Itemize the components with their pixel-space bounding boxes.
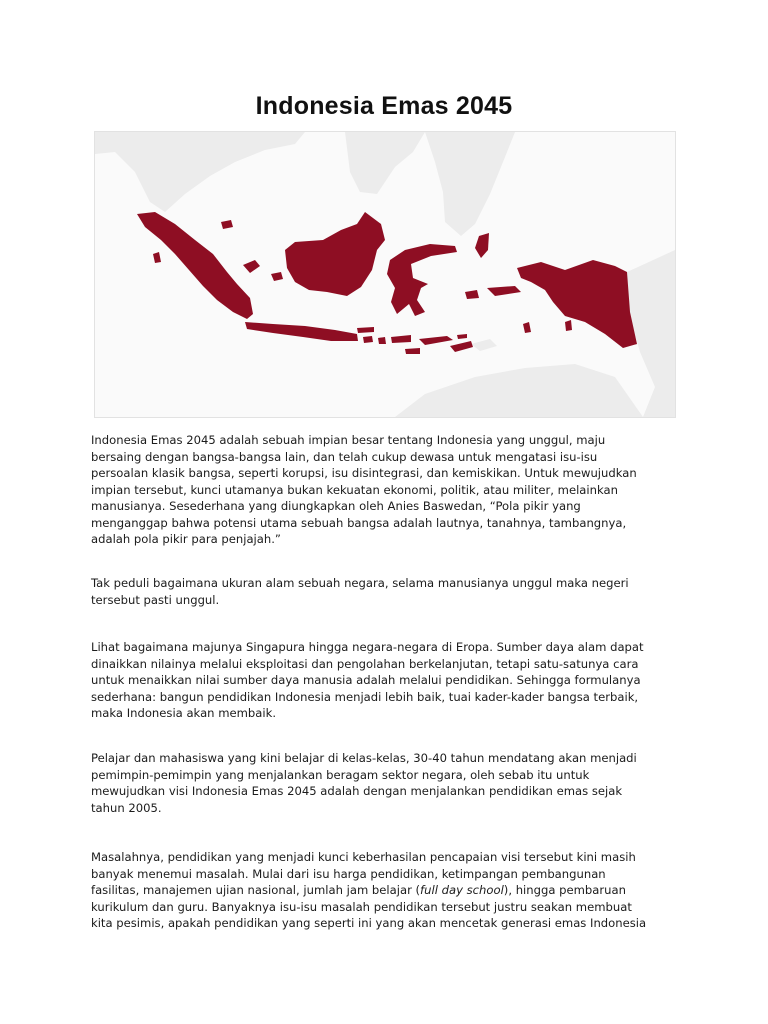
text-line: Masalahnya, pendidikan yang menjadi kunci keberhasilan pencapaian visi tersebut kini masih: [91, 850, 636, 864]
text-line: Indonesia Emas 2045 adalah sebuah impian besar tentang Indonesia yang unggul, maju: [91, 433, 606, 447]
text-line: kita pesimis, apakah pendidikan yang seperti ini yang akan mencetak generasi emas Indonesia: [91, 916, 647, 930]
text-line: untuk menaikkan nilai sumber daya manusia adalah melalui pendidikan. Sehingga formulanya: [91, 673, 641, 687]
text-line-with-italic: [91, 882, 681, 899]
paragraph-nature: [91, 575, 681, 608]
lombok: [378, 337, 386, 344]
text-line: persoalan klasik bangsa, seperti korupsi, isu disintegrasi, dan kemiskikan. Untuk mewujudkan: [91, 466, 637, 480]
text-line: bersaing dengan bangsa-bangsa lain, dan telah cukup dewasa untuk mengatasi isu-isu: [91, 449, 598, 464]
text-line: Tak peduli bagaimana ukuran alam sebuah negara, selama manusianya unggul maka negeri: [91, 576, 629, 590]
paragraph-singapore: [91, 639, 681, 722]
text-line: Pelajar dan mahasiswa yang kini belajar di kelas-kelas, 30-40 tahun mendatang akan menjadi: [91, 751, 637, 765]
sumba: [405, 348, 420, 354]
italic-term: full day school: [420, 883, 504, 897]
paragraph-students: [91, 750, 681, 816]
text-segment: fasilitas, manajemen ujian nasional, jumlah jam belajar (: [91, 883, 421, 897]
text-line: menganggap bahwa potensi utama sebuah bangsa adalah lautnya, tanahnya, tambangnya,: [91, 515, 627, 530]
text-line: tahun 2005.: [91, 800, 162, 815]
text-line: adalah pola pikir para penjajah.”: [91, 532, 281, 546]
text-segment: ), hingga pembaruan: [503, 883, 626, 897]
text-line: maka Indonesia akan membaik.: [91, 706, 277, 720]
paragraph-intro: [91, 432, 681, 548]
text-line: impian tersebut, kunci utamanya bukan kekuatan ekonomi, politik, atau militer, melainkan: [91, 482, 618, 497]
document-title: Indonesia Emas 2045: [255, 92, 513, 120]
paragraph-problems: [91, 849, 681, 932]
indonesia-map-image: [94, 131, 676, 418]
text-line: banyak menemui masalah. Mulai dari isu harga pendidikan, ketimpangan pembangunan: [91, 866, 606, 881]
text-line: tersebut pasti unggul.: [91, 592, 220, 607]
madura: [357, 327, 374, 333]
bali: [363, 336, 373, 343]
text-line: manusianya. Sesederhana yang diungkapkan oleh Anies Baswedan, “Pola pikir yang: [91, 499, 581, 513]
text-line: mewujudkan visi Indonesia Emas 2045 adalah dengan menjalankan pendidikan emas sejak: [91, 784, 623, 798]
text-line: kurikulum dan guru. Banyaknya isu-isu masalah pendidikan tersebut justru seakan membuat: [91, 899, 632, 914]
text-line: sederhana: bangun pendidikan Indonesia menjadi lebih baik, tuai kader-kader bangsa terbaik,: [91, 689, 639, 704]
text-line: Lihat bagaimana majunya Singapura hingga negara-negara di Eropa. Sumber daya alam dapat: [91, 640, 644, 654]
text-line: dinaikkan nilainya melalui eksploitasi dan pengolahan berkelanjutan, tetapi satu-satunya cara: [91, 656, 639, 671]
indonesia-map: [95, 132, 675, 417]
text-line: pemimpin-pemimpin yang menjalankan beragam sektor negara, oleh sebab itu untuk: [91, 767, 590, 782]
